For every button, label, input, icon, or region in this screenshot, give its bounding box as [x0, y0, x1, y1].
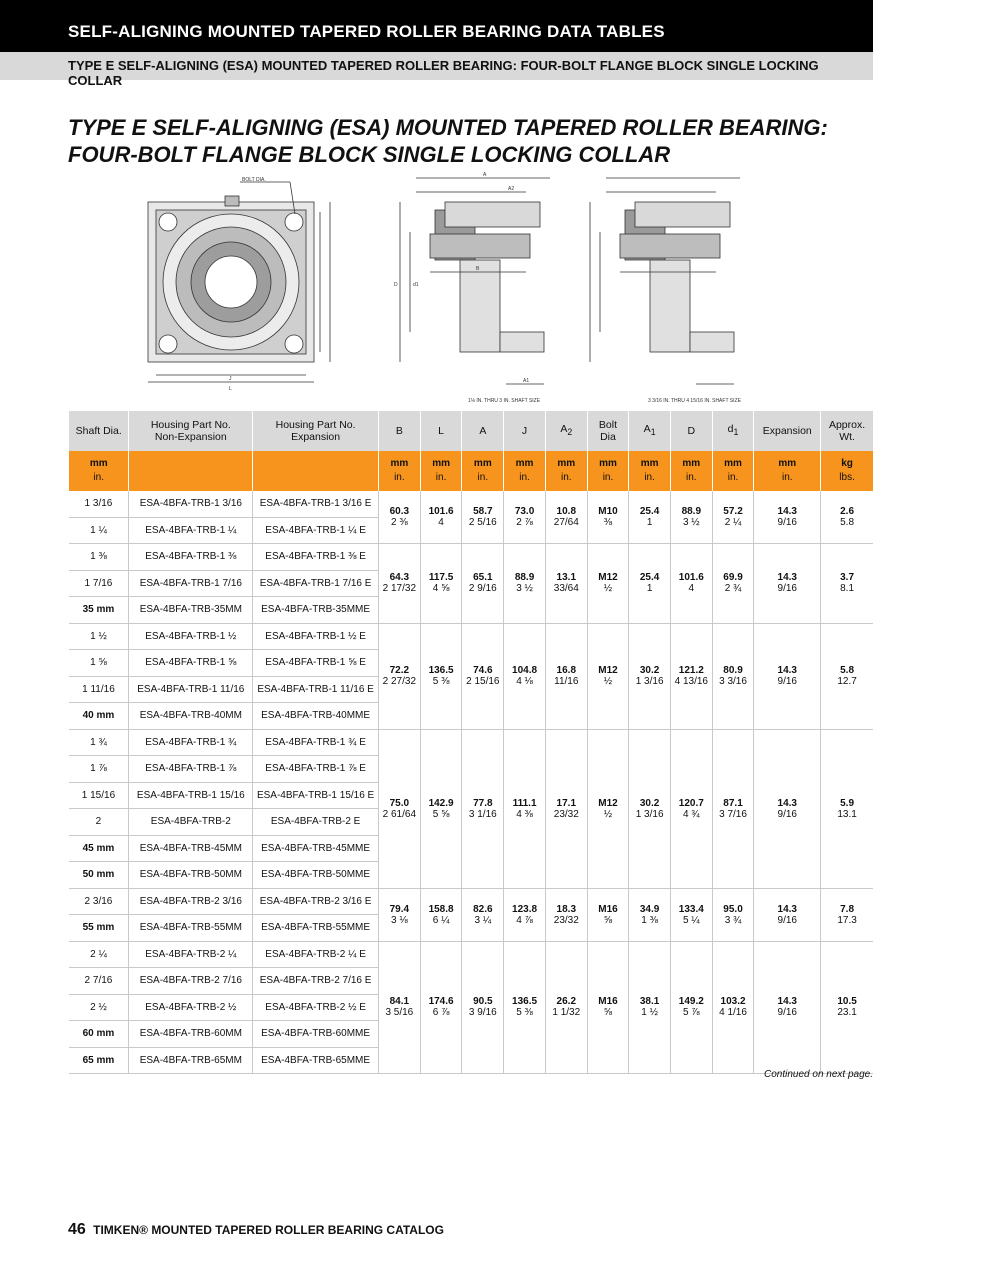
dim-A1-label: A1	[523, 378, 530, 384]
dim-exp-cell: 14.3 9/16	[754, 544, 821, 624]
dim-A-cell: 77.8 3 1/16	[462, 729, 504, 888]
units-D: mm in.	[670, 451, 712, 491]
dim-bolt-cell: M16 ⅝	[587, 941, 629, 1074]
shaft-dia-cell: 60 mm	[69, 1021, 129, 1048]
table-row	[69, 544, 874, 571]
dim-A2-cell: 10.8 27/64	[545, 491, 587, 544]
section-subheader-bar	[0, 52, 873, 88]
expansion-part-cell: ESA-4BFA-TRB-1 7/16 E	[253, 570, 379, 597]
dim-B-label: B	[476, 266, 480, 272]
dim-J-label: J	[229, 376, 232, 382]
dim-A2-label: A2	[508, 186, 515, 192]
col-A: A	[462, 411, 504, 451]
expansion-part-cell: ESA-4BFA-TRB-2 E	[253, 809, 379, 836]
non-expansion-part-cell: ESA-4BFA-TRB-2	[129, 809, 253, 836]
bearing-data-table	[68, 411, 873, 1074]
non-expansion-part-cell: ESA-4BFA-TRB-55MM	[129, 915, 253, 942]
expansion-part-cell: ESA-4BFA-TRB-2 7/16 E	[253, 968, 379, 995]
non-expansion-part-cell: ESA-4BFA-TRB-1 11/16	[129, 676, 253, 703]
table-row	[69, 729, 874, 756]
table-header-row	[69, 411, 874, 451]
drawing-caption-2: 3 3/16 IN. THRU 4 15/16 IN. SHAFT SIZE	[648, 398, 741, 404]
units-shaft: mm in.	[69, 451, 129, 491]
dim-D-cell: 121.2 4 13/16	[670, 623, 712, 729]
units-J: mm in.	[504, 451, 546, 491]
dim-d1-cell: 69.9 2 ¾	[712, 544, 754, 624]
table-row	[69, 491, 874, 517]
expansion-part-cell: ESA-4BFA-TRB-1 ¼ E	[253, 517, 379, 544]
bearing-drawing	[130, 172, 770, 406]
expansion-part-cell: ESA-4BFA-TRB-45MME	[253, 835, 379, 862]
non-expansion-part-cell: ESA-4BFA-TRB-35MM	[129, 597, 253, 624]
non-expansion-part-cell: ESA-4BFA-TRB-2 ½	[129, 994, 253, 1021]
non-expansion-part-cell: ESA-4BFA-TRB-40MM	[129, 703, 253, 730]
table-body	[69, 491, 874, 1074]
shaft-dia-cell: 2 ½	[69, 994, 129, 1021]
dim-B-cell: 75.0 2 61/64	[378, 729, 420, 888]
dim-L-cell: 117.5 4 ⅝	[420, 544, 462, 624]
dim-bolt-cell: M12 ½	[587, 729, 629, 888]
dim-L-cell: 101.6 4	[420, 491, 462, 544]
expansion-part-cell: ESA-4BFA-TRB-1 ½ E	[253, 623, 379, 650]
page-title-line-1: TYPE E SELF-ALIGNING (ESA) MOUNTED TAPERED ROLLER BEARING:	[68, 115, 828, 140]
col-L: L	[420, 411, 462, 451]
expansion-part-cell: ESA-4BFA-TRB-2 ¼ E	[253, 941, 379, 968]
dim-D-cell: 88.9 3 ½	[670, 491, 712, 544]
dim-J-cell: 111.1 4 ⅜	[504, 729, 546, 888]
side-view-small	[400, 178, 550, 384]
non-expansion-part-cell: ESA-4BFA-TRB-1 ⅜	[129, 544, 253, 571]
col-non-expansion: Housing Part No. Non-Expansion	[129, 411, 253, 451]
dim-wt-cell: 7.8 17.3	[821, 888, 873, 941]
section-header-bar	[0, 0, 873, 52]
shaft-dia-cell: 2 7/16	[69, 968, 129, 995]
dim-D-cell: 120.7 4 ¾	[670, 729, 712, 888]
non-expansion-part-cell: ESA-4BFA-TRB-50MM	[129, 862, 253, 889]
expansion-part-cell: ESA-4BFA-TRB-50MME	[253, 862, 379, 889]
shaft-dia-cell: 1 ¾	[69, 729, 129, 756]
dim-exp-cell: 14.3 9/16	[754, 941, 821, 1074]
shaft-dia-cell: 2	[69, 809, 129, 836]
expansion-part-cell: ESA-4BFA-TRB-1 11/16 E	[253, 676, 379, 703]
dim-L-label: L	[229, 386, 232, 392]
dim-d1-label: d1	[413, 282, 419, 288]
col-J: J	[504, 411, 546, 451]
dim-d1-cell: 57.2 2 ¼	[712, 491, 754, 544]
col-weight: Approx. Wt.	[821, 411, 873, 451]
dim-A1-cell: 25.4 1	[629, 491, 671, 544]
col-expansion: Expansion	[754, 411, 821, 451]
dim-A1-cell: 38.1 1 ½	[629, 941, 671, 1074]
dim-A2-cell: 16.8 11/16	[545, 623, 587, 729]
non-expansion-part-cell: ESA-4BFA-TRB-1 7/16	[129, 570, 253, 597]
units-A1: mm in.	[629, 451, 671, 491]
front-view	[148, 182, 330, 382]
page-title-line-2: FOUR-BOLT FLANGE BLOCK SINGLE LOCKING COLLAR	[68, 142, 671, 167]
shaft-dia-cell: 1 ⅜	[69, 544, 129, 571]
dim-B-cell: 60.3 2 ⅜	[378, 491, 420, 544]
non-expansion-part-cell: ESA-4BFA-TRB-2 ¼	[129, 941, 253, 968]
section-title: SELF-ALIGNING MOUNTED TAPERED ROLLER BEARING DATA TABLES	[68, 22, 665, 41]
non-expansion-part-cell: ESA-4BFA-TRB-60MM	[129, 1021, 253, 1048]
shaft-dia-cell: 40 mm	[69, 703, 129, 730]
col-d1: $d_1$	[712, 411, 754, 451]
shaft-dia-cell: 50 mm	[69, 862, 129, 889]
dim-J-cell: 88.9 3 ½	[504, 544, 546, 624]
table-row	[69, 888, 874, 915]
non-expansion-part-cell: ESA-4BFA-TRB-45MM	[129, 835, 253, 862]
dim-A1-cell: 30.2 1 3/16	[629, 729, 671, 888]
dim-A2-cell: 17.1 23/32	[545, 729, 587, 888]
non-expansion-part-cell: ESA-4BFA-TRB-2 7/16	[129, 968, 253, 995]
dim-A-cell: 82.6 3 ¼	[462, 888, 504, 941]
dim-A1-cell: 30.2 1 3/16	[629, 623, 671, 729]
shaft-dia-cell: 2 3/16	[69, 888, 129, 915]
table-row	[69, 623, 874, 650]
dim-exp-cell: 14.3 9/16	[754, 729, 821, 888]
dim-L-cell: 158.8 6 ¼	[420, 888, 462, 941]
dim-A-cell: 58.7 2 5/16	[462, 491, 504, 544]
units-expansion: mm in.	[754, 451, 821, 491]
non-expansion-part-cell: ESA-4BFA-TRB-1 ⅝	[129, 650, 253, 677]
col-B: B	[378, 411, 420, 451]
bolt-dia-label: BOLT DIA.	[242, 177, 266, 183]
shaft-dia-cell: 1 ⅞	[69, 756, 129, 783]
dim-B-cell: 84.1 3 5/16	[378, 941, 420, 1074]
shaft-dia-cell: 35 mm	[69, 597, 129, 624]
dim-L-cell: 136.5 5 ⅜	[420, 623, 462, 729]
dim-J-cell: 123.8 4 ⅞	[504, 888, 546, 941]
col-shaft-dia: Shaft Dia.	[69, 411, 129, 451]
table-row	[69, 941, 874, 968]
expansion-part-cell: ESA-4BFA-TRB-1 ¾ E	[253, 729, 379, 756]
dim-wt-cell: 10.5 23.1	[821, 941, 873, 1074]
non-expansion-part-cell: ESA-4BFA-TRB-1 ½	[129, 623, 253, 650]
col-expansion-part: Housing Part No. Expansion	[253, 411, 379, 451]
col-A1: $A_1$	[629, 411, 671, 451]
page-footer	[68, 1221, 444, 1239]
dim-A1-cell: 34.9 1 ⅜	[629, 888, 671, 941]
shaft-dia-cell: 1 7/16	[69, 570, 129, 597]
non-expansion-part-cell: ESA-4BFA-TRB-1 15/16	[129, 782, 253, 809]
non-expansion-part-cell: ESA-4BFA-TRB-2 3/16	[129, 888, 253, 915]
expansion-part-cell: ESA-4BFA-TRB-1 3/16 E	[253, 491, 379, 517]
expansion-part-cell: ESA-4BFA-TRB-2 ½ E	[253, 994, 379, 1021]
dim-d1-cell: 103.2 4 1/16	[712, 941, 754, 1074]
col-bolt-dia: Bolt Dia	[587, 411, 629, 451]
non-expansion-part-cell: ESA-4BFA-TRB-1 3/16	[129, 491, 253, 517]
dim-exp-cell: 14.3 9/16	[754, 888, 821, 941]
dim-A-cell: 74.6 2 15/16	[462, 623, 504, 729]
footer-text: TIMKEN® MOUNTED TAPERED ROLLER BEARING CATALOG	[93, 1223, 444, 1237]
side-view-large	[590, 178, 740, 384]
expansion-part-cell: ESA-4BFA-TRB-65MME	[253, 1047, 379, 1074]
dim-A2-cell: 13.1 33/64	[545, 544, 587, 624]
dim-D-cell: 133.4 5 ¼	[670, 888, 712, 941]
dim-A-cell: 90.5 3 9/16	[462, 941, 504, 1074]
dim-wt-cell: 5.9 13.1	[821, 729, 873, 888]
units-B: mm in.	[378, 451, 420, 491]
dim-bolt-cell: M16 ⅝	[587, 888, 629, 941]
dim-D-label: D	[394, 282, 398, 288]
shaft-dia-cell: 1 11/16	[69, 676, 129, 703]
shaft-dia-cell: 1 ¼	[69, 517, 129, 544]
dim-A-label: A	[483, 172, 487, 178]
expansion-part-cell: ESA-4BFA-TRB-1 15/16 E	[253, 782, 379, 809]
col-A2: $A_2$	[545, 411, 587, 451]
continued-note: Continued on next page.	[764, 1069, 873, 1080]
expansion-part-cell: ESA-4BFA-TRB-60MME	[253, 1021, 379, 1048]
dim-D-cell: 149.2 5 ⅞	[670, 941, 712, 1074]
page-number: 46	[68, 1221, 86, 1238]
units-A: mm in.	[462, 451, 504, 491]
expansion-part-cell: ESA-4BFA-TRB-1 ⅝ E	[253, 650, 379, 677]
dim-B-cell: 64.3 2 17/32	[378, 544, 420, 624]
expansion-part-cell: ESA-4BFA-TRB-35MME	[253, 597, 379, 624]
dim-A1-cell: 25.4 1	[629, 544, 671, 624]
dim-J-cell: 73.0 2 ⅞	[504, 491, 546, 544]
non-expansion-part-cell: ESA-4BFA-TRB-1 ¼	[129, 517, 253, 544]
units-bolt: mm in.	[587, 451, 629, 491]
expansion-part-cell: ESA-4BFA-TRB-40MME	[253, 703, 379, 730]
table-units-row	[69, 451, 874, 491]
expansion-part-cell: ESA-4BFA-TRB-1 ⅜ E	[253, 544, 379, 571]
dim-bolt-cell: M12 ½	[587, 623, 629, 729]
expansion-part-cell: ESA-4BFA-TRB-2 3/16 E	[253, 888, 379, 915]
dim-d1-cell: 95.0 3 ¾	[712, 888, 754, 941]
dim-A2-cell: 26.2 1 1/32	[545, 941, 587, 1074]
section-subtitle: TYPE E SELF-ALIGNING (ESA) MOUNTED TAPERED ROLLER BEARING: FOUR-BOLT FLANGE BLOCK SINGLE LOCKING COLLAR	[68, 58, 819, 88]
dim-bolt-cell: M10 ⅜	[587, 491, 629, 544]
dim-L-cell: 142.9 5 ⅝	[420, 729, 462, 888]
dim-A2-cell: 18.3 23/32	[545, 888, 587, 941]
units-weight: kg lbs.	[821, 451, 873, 491]
shaft-dia-cell: 1 15/16	[69, 782, 129, 809]
dim-wt-cell: 5.8 12.7	[821, 623, 873, 729]
non-expansion-part-cell: ESA-4BFA-TRB-65MM	[129, 1047, 253, 1074]
dim-exp-cell: 14.3 9/16	[754, 491, 821, 544]
units-d1: mm in.	[712, 451, 754, 491]
shaft-dia-cell: 2 ¼	[69, 941, 129, 968]
shaft-dia-cell: 1 ⅝	[69, 650, 129, 677]
expansion-part-cell: ESA-4BFA-TRB-1 ⅞ E	[253, 756, 379, 783]
expansion-part-cell: ESA-4BFA-TRB-55MME	[253, 915, 379, 942]
dim-A-cell: 65.1 2 9/16	[462, 544, 504, 624]
units-A2: mm in.	[545, 451, 587, 491]
dim-d1-cell: 87.1 3 7/16	[712, 729, 754, 888]
drawing-caption-1: 1⅛ IN. THRU 3 IN. SHAFT SIZE	[468, 398, 541, 404]
shaft-dia-cell: 55 mm	[69, 915, 129, 942]
dim-J-cell: 104.8 4 ⅛	[504, 623, 546, 729]
dim-L-cell: 174.6 6 ⅞	[420, 941, 462, 1074]
dim-B-cell: 79.4 3 ⅛	[378, 888, 420, 941]
non-expansion-part-cell: ESA-4BFA-TRB-1 ¾	[129, 729, 253, 756]
col-D: D	[670, 411, 712, 451]
dim-wt-cell: 3.7 8.1	[821, 544, 873, 624]
dim-bolt-cell: M12 ½	[587, 544, 629, 624]
dim-wt-cell: 2.6 5.8	[821, 491, 873, 544]
shaft-dia-cell: 1 ½	[69, 623, 129, 650]
dim-J-cell: 136.5 5 ⅜	[504, 941, 546, 1074]
non-expansion-part-cell: ESA-4BFA-TRB-1 ⅞	[129, 756, 253, 783]
shaft-dia-cell: 1 3/16	[69, 491, 129, 517]
units-L: mm in.	[420, 451, 462, 491]
page-title	[68, 114, 828, 168]
dim-d1-cell: 80.9 3 3/16	[712, 623, 754, 729]
shaft-dia-cell: 65 mm	[69, 1047, 129, 1074]
dim-D-cell: 101.6 4	[670, 544, 712, 624]
dim-exp-cell: 14.3 9/16	[754, 623, 821, 729]
shaft-dia-cell: 45 mm	[69, 835, 129, 862]
dim-B-cell: 72.2 2 27/32	[378, 623, 420, 729]
